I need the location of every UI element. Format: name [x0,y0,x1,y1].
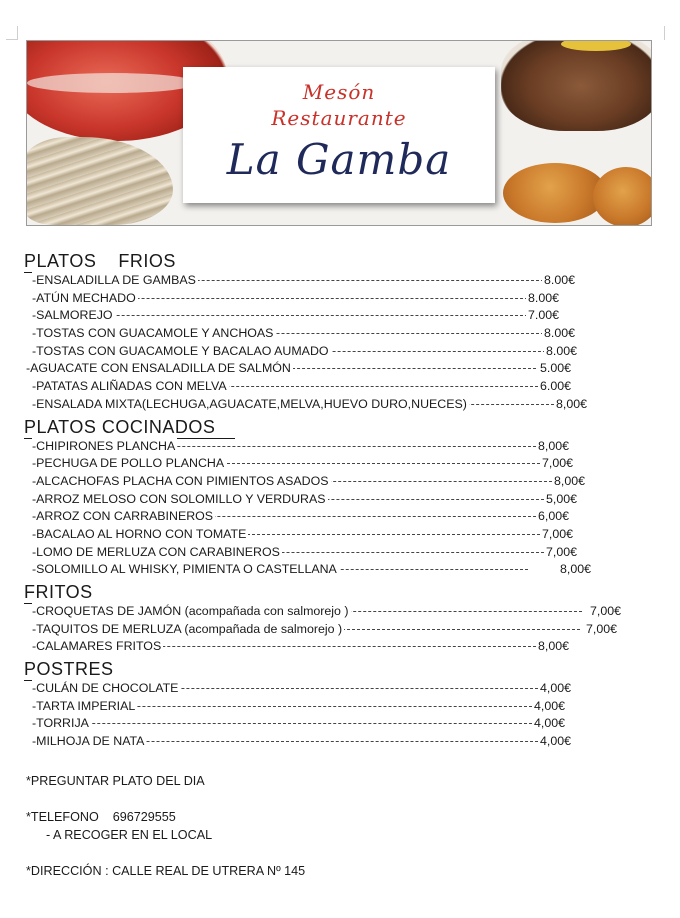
meson-label: Mesón [302,80,376,104]
menu-item: -ARROZ MELOSO CON SOLOMILLO Y VERDURAS 5,00€ [24,491,664,509]
menu-item: -AGUACATE CON ENSALADILLA DE SALMÓN 5.00€ [24,360,664,378]
menu-item: -SALMOREJO 7.00€ [24,307,664,325]
menu-item: -TARTA IMPERIAL 4,00€ [24,698,664,716]
header-banner [26,40,652,226]
menu-list [24,248,664,751]
menu-item: -BACALAO AL HORNO CON TOMATE 7,00€ [24,526,664,544]
phone-number: *TELEFONO 696729555 [26,810,176,824]
menu-item: -CROQUETAS DE JAMÓN (acompañada con salmorejo ) 7,00€ [24,603,664,621]
menu-item: -TAQUITOS DE MERLUZA (acompañada de salmorejo ) 7,00€ [24,621,664,639]
daily-dish-note: *PREGUNTAR PLATO DEL DIA [26,774,205,788]
fried-fish-photo [26,137,173,225]
grilled-meat-photo [501,40,652,131]
menu-item: -MILHOJA DE NATA 4,00€ [24,733,664,751]
section-title-postres: POSTRES [24,658,134,681]
section-title-platos-frios: PLATOS FRIOS [24,250,196,273]
footer-notes [26,772,646,880]
menu-item: -TOSTAS CON GUACAMOLE Y BACALAO AUMADO 8.00€ [24,343,664,361]
restaurant-name-card [183,67,495,203]
menu-item: -TOSTAS CON GUACAMOLE Y ANCHOAS 8.00€ [24,325,664,343]
crop-mark-left [6,26,18,40]
menu-item: -ATÚN MECHADO 8.00€ [24,290,664,308]
menu-item: -ENSALADA MIXTA(LECHUGA,AGUACATE,MELVA,HUEVO DURO,NUECES) 8,00€ [24,396,664,414]
restaurant-name: La Gamba [226,135,452,184]
section-title-fritos: FRITOS [24,581,113,604]
menu-item: -PECHUGA DE POLLO PLANCHA 7,00€ [24,455,664,473]
menu-item: -CHIPIRONES PLANCHA 8,00€ [24,438,664,456]
crop-mark-right [664,26,676,40]
menu-item: -CULÁN DE CHOCOLATE 4,00€ [24,680,664,698]
menu-item: -CALAMARES FRITOS 8,00€ [24,638,664,656]
menu-item: -ENSALADILLA DE GAMBAS 8.00€ [24,272,664,290]
menu-item: -LOMO DE MERLUZA CON CARABINEROS 7,00€ [24,544,664,562]
menu-item: -ALCACHOFAS PLACHA CON PIMIENTOS ASADOS 8,00€ [24,473,664,491]
address: *DIRECCIÓN : CALLE REAL DE UTRERA Nº 145 [26,864,306,878]
restaurante-label: Restaurante [271,106,407,130]
croquette-photo [503,163,607,223]
pickup-note: - A RECOGER EN EL LOCAL [46,828,213,842]
menu-item: -SOLOMILLO AL WHISKY, PIMIENTA O CASTELLANA 8,00€ [24,561,664,579]
menu-item: -ARROZ CON CARRABINEROS 6,00€ [24,508,664,526]
menu-item: -TORRIJA 4,00€ [24,715,664,733]
menu-item: -PATATAS ALIÑADAS CON MELVA 6.00€ [24,378,664,396]
section-title-platos-cocinados: PLATOS COCINADOS [24,416,235,439]
croquette-photo-2 [593,167,652,226]
